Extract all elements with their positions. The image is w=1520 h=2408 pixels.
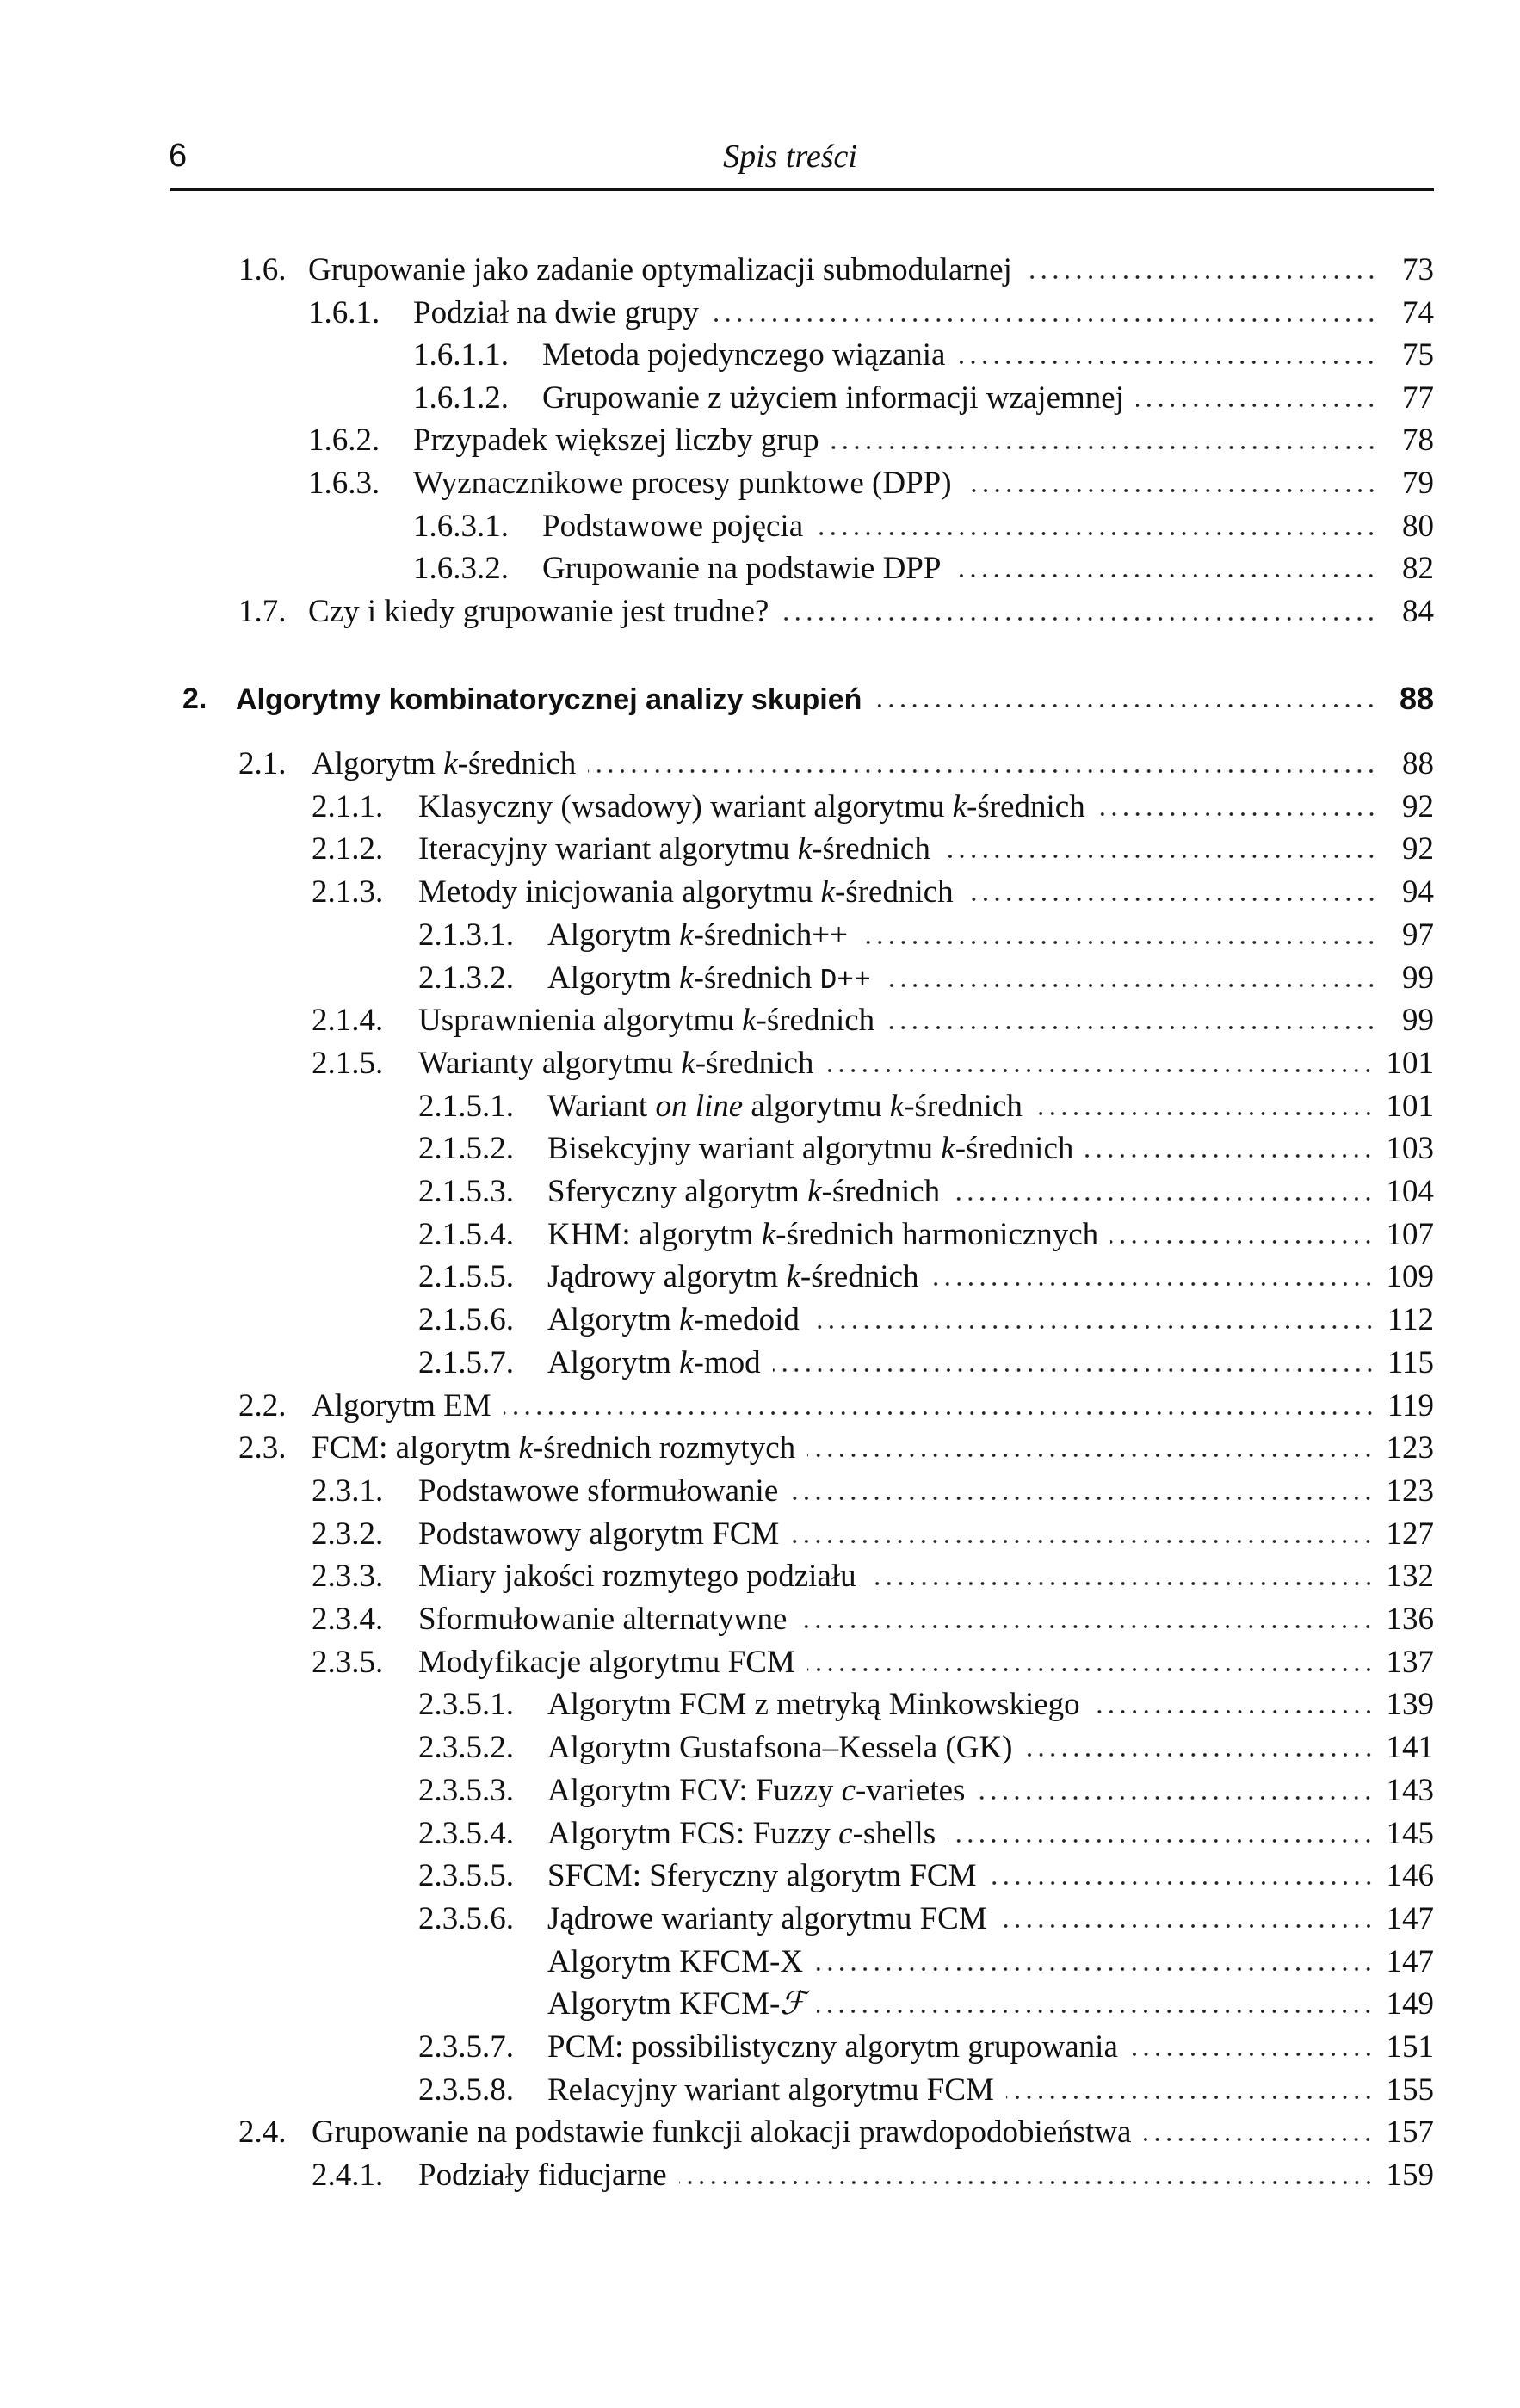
toc-entry <box>238 1427 1434 1470</box>
leader-dots <box>1110 1238 1374 1246</box>
toc-entry <box>418 1170 1434 1213</box>
leader-dots <box>931 1280 1375 1288</box>
section-title: Miary jakości rozmytego podziału <box>418 1559 856 1595</box>
leader-dots <box>807 1665 1375 1674</box>
toc-entry <box>308 292 1434 335</box>
page-ref: 145 <box>1386 1815 1434 1851</box>
leader-dots <box>942 852 1377 861</box>
leader-dots <box>948 1837 1374 1845</box>
section-number: 2.1.5.6. <box>418 1302 514 1338</box>
toc-entry <box>418 2069 1434 2112</box>
section-title: Algorytm FCS: Fuzzy c-shells <box>547 1815 936 1851</box>
section-number: 2.3.5.4. <box>418 1815 514 1851</box>
toc-entry <box>418 1256 1434 1299</box>
toc-entry <box>418 1213 1434 1256</box>
toc-entry <box>418 914 1434 957</box>
leader-dots <box>790 1494 1374 1503</box>
page-ref: 127 <box>1386 1516 1434 1552</box>
section-title: Metoda pojedynczego wiązania <box>542 337 946 374</box>
page-ref: 149 <box>1386 1986 1434 2022</box>
section-number: 2.1.5.3. <box>418 1174 514 1209</box>
section-number: 2.4.1. <box>312 2158 384 2194</box>
leader-dots <box>953 571 1377 580</box>
section-title: Algorytm k-średnich D++ <box>547 960 871 997</box>
page-ref: 75 <box>1402 337 1434 374</box>
page-ref: 109 <box>1386 1259 1434 1295</box>
leader-dots <box>952 1195 1374 1203</box>
section-title: SFCM: Sferyczny algorytm FCM <box>547 1858 977 1894</box>
toc-entry <box>418 1898 1434 1941</box>
page-ref: 88 <box>1402 746 1434 781</box>
toc-entry <box>312 2154 1434 2197</box>
section-number: 1.6.1. <box>308 294 380 330</box>
page-ref: 97 <box>1402 917 1434 953</box>
page-number: 6 <box>169 138 188 174</box>
toc-entry <box>312 1042 1434 1085</box>
page-ref: 147 <box>1386 1943 1434 1979</box>
section-number: 2.3.3. <box>312 1559 384 1595</box>
leader-dots <box>791 1537 1374 1546</box>
leader-dots <box>887 1023 1377 1032</box>
section-number: 1.6. <box>238 252 287 287</box>
page-ref: 137 <box>1386 1644 1434 1680</box>
leader-dots <box>799 1622 1374 1631</box>
page-ref: 115 <box>1387 1344 1434 1380</box>
section-number: 2.1.3. <box>312 874 384 911</box>
section-title: Przypadek większej liczby grup <box>413 423 819 459</box>
leader-dots <box>817 2007 1374 2016</box>
toc-entry <box>312 786 1434 829</box>
section-number: 2.3.5. <box>312 1644 384 1680</box>
page-ref: 123 <box>1386 1430 1434 1466</box>
section-title: Algorytm KFCM-X <box>547 1943 804 1979</box>
page-ref: 146 <box>1386 1858 1434 1894</box>
section-title: Podział na dwie grupy <box>413 294 699 330</box>
toc-entry <box>238 743 1434 786</box>
toc-entry <box>418 1855 1434 1898</box>
section-title: Jądrowe warianty algorytmu FCM <box>547 1900 987 1936</box>
leader-dots <box>825 1066 1374 1075</box>
page-ref: 107 <box>1386 1216 1434 1252</box>
section-title: FCM: algorytm k-średnich rozmytych <box>312 1430 796 1466</box>
running-title: Spis treści <box>723 139 857 175</box>
leader-dots <box>1136 401 1377 410</box>
toc-entry <box>418 1299 1434 1342</box>
section-number: 1.6.2. <box>308 423 380 459</box>
section-title: Iteracyjny wariant algorytmu k-średnich <box>418 831 930 867</box>
section-number: 2.1.3.1. <box>418 917 514 953</box>
page-ref: 103 <box>1386 1131 1434 1167</box>
leader-dots <box>966 895 1377 904</box>
leader-dots <box>989 1879 1375 1887</box>
section-title: Relacyjny wariant algorytmu FCM <box>547 2071 994 2108</box>
section-title: Sformułowanie alternatywne <box>418 1602 788 1637</box>
page-ref: 94 <box>1402 874 1434 911</box>
leader-dots <box>831 443 1377 452</box>
page-ref: 157 <box>1386 2115 1434 2151</box>
leader-dots <box>807 1451 1374 1460</box>
section-title: Algorytm k-mod <box>547 1344 761 1380</box>
section-number: 2.3.5.8. <box>418 2071 514 2108</box>
leader-dots <box>883 981 1377 990</box>
leader-dots <box>504 1409 1375 1417</box>
page-ref: 123 <box>1386 1473 1434 1509</box>
section-number: 2.3.4. <box>312 1602 384 1637</box>
toc-entry <box>312 1641 1434 1684</box>
page-ref: 80 <box>1402 508 1434 544</box>
section-number: 2.1.5. <box>312 1045 384 1081</box>
page-ref: 104 <box>1386 1174 1434 1209</box>
section-title: Algorytm EM <box>312 1387 491 1423</box>
page-ref: 77 <box>1402 380 1434 416</box>
toc-entry <box>418 1085 1434 1128</box>
toc-entry <box>418 1812 1434 1855</box>
section-title: Usprawnienia algorytmu k-średnich <box>418 1003 875 1039</box>
section-number: 1.6.1.2. <box>413 380 509 416</box>
leader-dots <box>1024 273 1377 281</box>
section-number: 2.1.2. <box>312 831 384 867</box>
page-ref: 73 <box>1402 252 1434 287</box>
page-ref: 74 <box>1402 294 1434 330</box>
page-ref: 82 <box>1402 551 1434 587</box>
section-title: Modyfikacje algorytmu FCM <box>418 1644 795 1680</box>
toc-entry <box>312 828 1434 871</box>
leader-dots <box>1130 2050 1375 2059</box>
page-ref: 92 <box>1402 831 1434 867</box>
section-number: 2.1.5.2. <box>418 1131 514 1167</box>
section-number: 2.1.5.4. <box>418 1216 514 1252</box>
section-number: 1.7. <box>238 593 287 629</box>
leader-dots <box>1035 1109 1375 1118</box>
toc-entry <box>238 1385 1434 1428</box>
page-ref: 136 <box>1386 1602 1434 1637</box>
toc-entry <box>418 1726 1434 1769</box>
chapter-heading <box>182 677 1434 720</box>
section-number: 2.3.5.1. <box>418 1687 514 1723</box>
toc-entry <box>418 1127 1434 1170</box>
toc-entry <box>308 419 1434 462</box>
section-number: 2.3.5.3. <box>418 1772 514 1808</box>
section-title: Metody inicjowania algorytmu k-średnich <box>418 874 954 911</box>
section-number: 1.6.1.1. <box>413 337 509 374</box>
leader-dots <box>999 1922 1375 1930</box>
leader-dots <box>1143 2135 1374 2144</box>
page-ref: 88 <box>1399 681 1434 716</box>
section-number: 2.3.5.7. <box>418 2029 514 2065</box>
leader-dots <box>1085 1152 1374 1160</box>
page-ref: 141 <box>1386 1730 1434 1766</box>
section-number: 2.1.5.1. <box>418 1088 514 1124</box>
page-ref: 132 <box>1386 1559 1434 1595</box>
toc-entry <box>238 249 1434 292</box>
leader-dots <box>812 1323 1375 1331</box>
section-title: Algorytm Gustafsona–Kessela (GK) <box>547 1730 1013 1766</box>
page-ref: 119 <box>1387 1387 1434 1423</box>
page-ref: 84 <box>1402 593 1434 629</box>
page-ref: 151 <box>1386 2029 1434 2065</box>
section-title: Podziały fiducjarne <box>418 2158 667 2194</box>
toc-entry <box>312 1513 1434 1556</box>
section-title: Czy i kiedy grupowanie jest trudne? <box>308 593 769 629</box>
section-title: Podstawowe pojęcia <box>542 508 804 544</box>
section-title: Warianty algorytmu k-średnich <box>418 1045 814 1081</box>
page-ref: 101 <box>1386 1088 1434 1124</box>
section-title: Algorytm k-średnich++ <box>547 917 848 953</box>
leader-dots <box>773 1366 1375 1374</box>
section-number: 2.3.5.6. <box>418 1900 514 1936</box>
leader-dots <box>679 2178 1375 2187</box>
section-title: KHM: algorytm k-średnich harmonicznych <box>547 1216 1099 1252</box>
toc-entry <box>418 1683 1434 1726</box>
toc-entry <box>418 1983 1434 2026</box>
section-number: 2.3.2. <box>312 1516 384 1552</box>
page-ref: 78 <box>1402 423 1434 459</box>
section-title: Grupowanie na podstawie funkcji alokacji prawdopodobieństwa <box>312 2115 1132 2151</box>
toc-entry <box>312 999 1434 1042</box>
leader-dots <box>1006 2093 1375 2102</box>
leader-dots <box>957 358 1377 367</box>
toc-entry <box>418 1342 1434 1385</box>
leader-dots <box>1025 1750 1375 1759</box>
section-number: 2.3.5.2. <box>418 1730 514 1766</box>
page-ref: 99 <box>1402 1003 1434 1039</box>
leader-dots <box>860 938 1377 947</box>
page-ref: 112 <box>1387 1302 1434 1338</box>
chapter-title: Algorytmy kombinatorycznej analizy skupień <box>236 683 862 716</box>
header-rule <box>170 188 1434 191</box>
section-title: Podstawowe sformułowanie <box>418 1473 779 1509</box>
page-ref: 159 <box>1386 2158 1434 2194</box>
section-title: Sferyczny algorytm k-średnich <box>547 1174 941 1209</box>
section-title: Algorytm FCV: Fuzzy c-varietes <box>547 1772 966 1808</box>
toc-entry <box>312 871 1434 914</box>
section-number: 2.1. <box>238 746 287 781</box>
section-number: 1.6.3.2. <box>413 551 509 587</box>
toc-entry <box>312 1598 1434 1641</box>
page-ref: 92 <box>1402 788 1434 824</box>
section-number: 2.3.1. <box>312 1473 384 1509</box>
page-ref: 143 <box>1386 1772 1434 1808</box>
section-title: Jądrowy algorytm k-średnich <box>547 1259 919 1295</box>
section-title: Grupowanie jako zadanie optymalizacji submodularnej <box>308 252 1012 287</box>
leader-dots <box>964 486 1377 495</box>
section-number: 2.1.1. <box>312 788 384 824</box>
toc-entry <box>418 1941 1434 1984</box>
toc-entry <box>312 1470 1434 1513</box>
leader-dots <box>868 1579 1375 1588</box>
section-number: 2.3.5.5. <box>418 1858 514 1894</box>
toc-entry <box>238 2111 1434 2154</box>
toc-entry <box>413 505 1434 548</box>
leader-dots <box>977 1794 1374 1802</box>
toc-entry <box>312 1555 1434 1598</box>
section-title: Wariant on line algorytmu k-średnich <box>547 1088 1023 1124</box>
page-ref: 139 <box>1386 1687 1434 1723</box>
section-title: Algorytm FCM z metryką Minkowskiego <box>547 1687 1080 1723</box>
leader-dots <box>711 316 1377 324</box>
toc-entry <box>238 590 1434 633</box>
page-ref: 147 <box>1386 1900 1434 1936</box>
section-title: Algorytm KFCM-ℱ <box>547 1986 806 2022</box>
section-title: Wyznacznikowe procesy punktowe (DPP) <box>413 466 952 501</box>
toc-entry <box>418 2026 1434 2069</box>
section-title: Podstawowy algorytm FCM <box>418 1516 780 1552</box>
page-ref: 155 <box>1386 2071 1434 2108</box>
section-title: Klasyczny (wsadowy) wariant algorytmu k-średnich <box>418 788 1085 824</box>
section-number: 2.1.3.2. <box>418 960 514 996</box>
section-number: 2.1.4. <box>312 1003 384 1039</box>
section-number: 2.3. <box>238 1430 287 1466</box>
section-number: 2.2. <box>238 1387 287 1423</box>
leader-dots <box>815 529 1377 538</box>
section-title: Grupowanie na podstawie DPP <box>542 551 942 587</box>
section-title: Algorytm k-medoid <box>547 1302 800 1338</box>
section-number: 1.6.3.1. <box>413 508 509 544</box>
section-number: 2.1.5.5. <box>418 1259 514 1295</box>
toc-entry <box>413 334 1434 377</box>
section-title: Grupowanie z użyciem informacji wzajemnej <box>542 380 1124 416</box>
toc-entry <box>413 377 1434 420</box>
leader-dots <box>815 1965 1374 1973</box>
chapter-number: 2. <box>182 682 207 715</box>
section-number: 2.1.5.7. <box>418 1344 514 1380</box>
leader-dots <box>874 701 1377 710</box>
toc-entry <box>413 547 1434 590</box>
section-number: 1.6.3. <box>308 466 380 501</box>
leader-dots <box>1092 1707 1375 1716</box>
leader-dots <box>781 614 1377 623</box>
toc-entry <box>418 1769 1434 1812</box>
page-ref: 101 <box>1386 1045 1434 1081</box>
section-number: 2.4. <box>238 2115 287 2151</box>
section-title: PCM: possibilistyczny algorytm grupowania <box>547 2029 1118 2065</box>
page-ref: 99 <box>1402 960 1434 996</box>
page-ref: 79 <box>1402 466 1434 501</box>
toc-entry <box>308 462 1434 505</box>
toc-entry <box>418 957 1434 1000</box>
section-title: Bisekcyjny wariant algorytmu k-średnich <box>547 1131 1074 1167</box>
leader-dots <box>588 767 1377 775</box>
leader-dots <box>1097 810 1377 818</box>
section-title: Algorytm k-średnich <box>312 746 577 781</box>
